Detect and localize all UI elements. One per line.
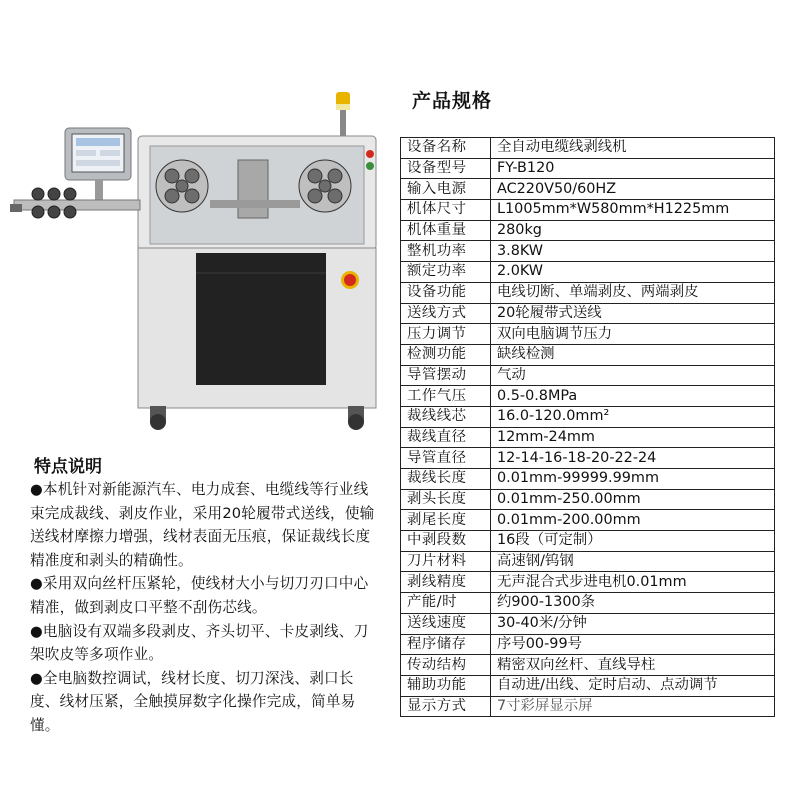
spec-value: 7寸彩屏显示屏 [491,696,775,717]
spec-row [401,406,775,427]
spec-label: 剥头长度 [401,489,491,510]
spec-value: AC220V50/60HZ [491,179,775,200]
spec-row [401,282,775,303]
spec-label: 检测功能 [401,344,491,365]
spec-row [401,634,775,655]
spec-label: 辅助功能 [401,675,491,696]
spec-label: 送线速度 [401,613,491,634]
spec-row [401,344,775,365]
spec-row [401,613,775,634]
spec-value: 气动 [491,365,775,386]
feature-item: ●本机针对新能源汽车、电力成套、电缆线等行业线束完成裁线、剥皮作业，采用20轮履带式送线，使输送线材摩擦力增强，线材表面无压痕，保证裁线长度精准度和剥头的精确性。 [30,481,375,569]
spec-row [401,220,775,241]
spec-value: L1005mm*W580mm*H1225mm [491,200,775,221]
spec-value: 12-14-16-18-20-22-24 [491,448,775,469]
spec-row [401,179,775,200]
spec-value: 缺线检测 [491,344,775,365]
spec-value: 280kg [491,220,775,241]
spec-row [401,386,775,407]
spec-label: 裁线线芯 [401,406,491,427]
feature-item: ●全电脑数控调试，线材长度、切刀深浅、剥口长度、线材压紧，全触摸屏数字化操作完成，简单易懂。 [30,669,356,734]
spec-value: 0.01mm-200.00mm [491,510,775,531]
spec-value: 2.0KW [491,262,775,283]
spec-label: 显示方式 [401,696,491,717]
spec-row [401,551,775,572]
spec-label: 裁线直径 [401,427,491,448]
spec-label: 程序储存 [401,634,491,655]
spec-value: 约900-1300条 [491,593,775,614]
spec-value: 3.8KW [491,241,775,262]
spec-value: 双向电脑调节压力 [491,324,775,345]
spec-value: 0.01mm-250.00mm [491,489,775,510]
specs-table [400,137,775,717]
spec-label: 设备功能 [401,282,491,303]
spec-label: 压力调节 [401,324,491,345]
spec-row [401,531,775,552]
spec-row [401,262,775,283]
spec-value: 12mm-24mm [491,427,775,448]
spec-label: 刀片材料 [401,551,491,572]
spec-row [401,200,775,221]
spec-row [401,365,775,386]
feature-item: ●采用双向丝杆压紧轮，使线材大小与切刀刃口中心精准，做到剥皮口平整不刮伤芯线。 [30,575,369,616]
spec-value: 0.5-0.8MPa [491,386,775,407]
spec-label: 剥线精度 [401,572,491,593]
spec-value: 高速钢/钨钢 [491,551,775,572]
spec-label: 机体尺寸 [401,200,491,221]
spec-label: 额定功率 [401,262,491,283]
machine-image [10,88,390,433]
spec-row [401,469,775,490]
specs-title: 产品规格 [412,90,493,112]
spec-row [401,158,775,179]
spec-row [401,593,775,614]
spec-row [401,427,775,448]
spec-value: 16段（可定制） [491,531,775,552]
spec-row [401,696,775,717]
spec-label: 送线方式 [401,303,491,324]
spec-label: 裁线长度 [401,469,491,490]
spec-row [401,489,775,510]
spec-row [401,655,775,676]
spec-row [401,510,775,531]
feature-item: ●电脑设有双端多段剥皮、齐头切平、卡皮剥线、刀架吹皮等多项作业。 [30,622,369,664]
spec-label: 传动结构 [401,655,491,676]
spec-label: 输入电源 [401,179,491,200]
features-list [30,478,380,738]
spec-label: 导管摆动 [401,365,491,386]
features-title: 特点说明 [34,457,102,477]
spec-row [401,572,775,593]
spec-value: 自动进/出线、定时启动、点动调节 [491,675,775,696]
spec-value: 20轮履带式送线 [491,303,775,324]
spec-value: 30-40米/分钟 [491,613,775,634]
spec-row [401,138,775,159]
spec-row [401,241,775,262]
spec-row [401,324,775,345]
spec-value: 全自动电缆线剥线机 [491,138,775,159]
spec-label: 产能/时 [401,593,491,614]
spec-label: 导管直径 [401,448,491,469]
spec-row [401,448,775,469]
spec-row [401,675,775,696]
spec-value: FY-B120 [491,158,775,179]
spec-label: 设备名称 [401,138,491,159]
spec-label: 中剥段数 [401,531,491,552]
spec-value: 电线切断、单端剥皮、两端剥皮 [491,282,775,303]
spec-label: 设备型号 [401,158,491,179]
spec-value: 序号00-99号 [491,634,775,655]
spec-row [401,303,775,324]
spec-label: 机体重量 [401,220,491,241]
spec-label: 整机功率 [401,241,491,262]
spec-label: 工作气压 [401,386,491,407]
spec-value: 精密双向丝杆、直线导柱 [491,655,775,676]
spec-label: 剥尾长度 [401,510,491,531]
spec-value: 无声混合式步进电机0.01mm [491,572,775,593]
spec-value: 0.01mm-99999.99mm [491,469,775,490]
spec-value: 16.0-120.0mm² [491,406,775,427]
